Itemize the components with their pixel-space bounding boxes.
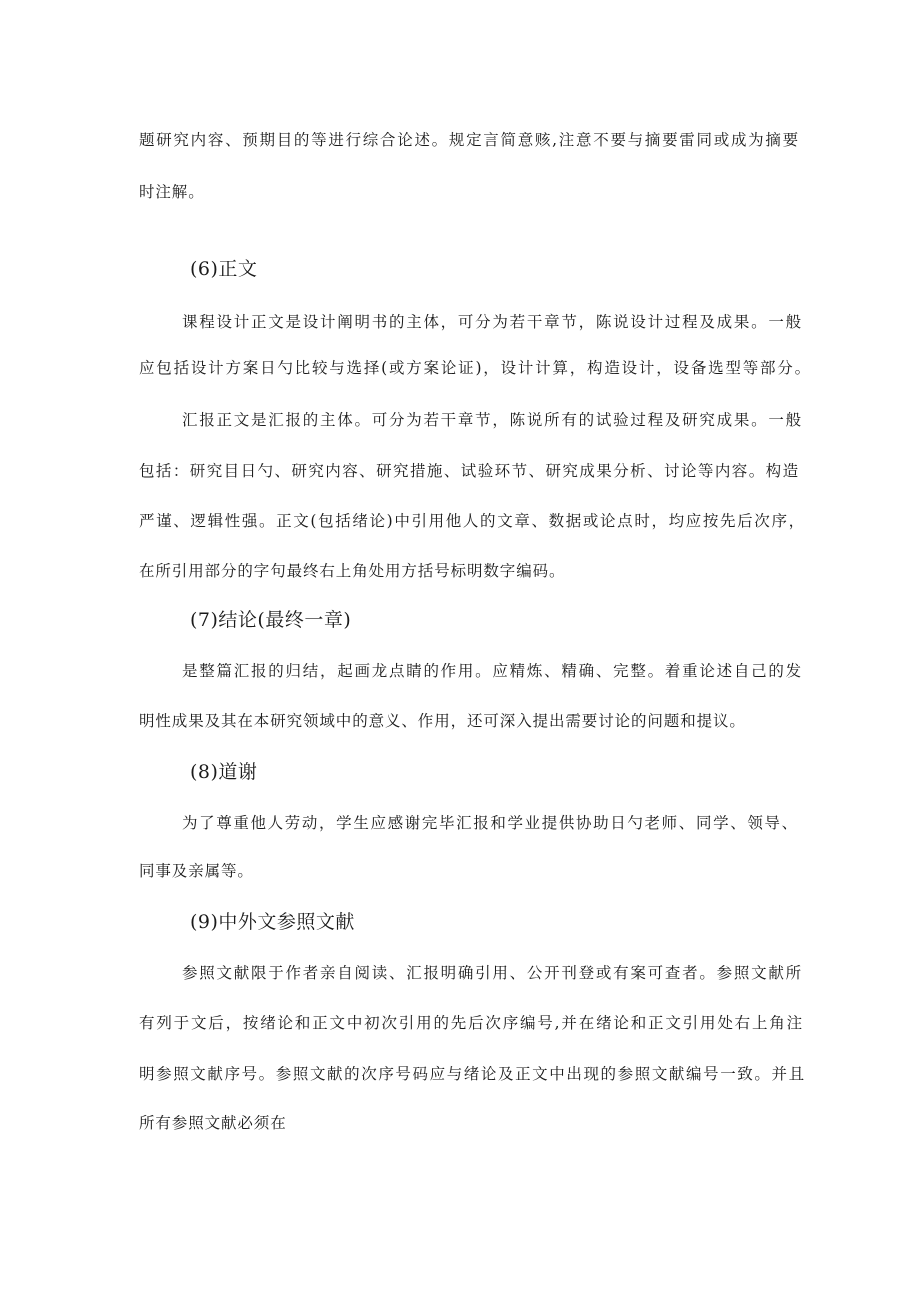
section-8-para-line-2: 同事及亲属等。 bbox=[139, 862, 254, 880]
section-6-para-2-line-4: 在所引用部分的字句最终右上角处用方括号标明数字编码。 bbox=[139, 562, 566, 580]
section-6-para-2-line-1: 汇报正文是汇报的主体。可分为若干章节，陈说所有的试验过程及研究成果。一般 bbox=[182, 411, 802, 429]
section-6-para-1-line-2: 应包括设计方案日勺比较与选择(或方案论证)，设计计算，构造设计，设备选型等部分。 bbox=[139, 359, 811, 377]
section-9-para-line-2: 有列于文后，按绪论和正文中初次引用的先后次序编号,并在绪论和正文引用处右上角注 bbox=[139, 1014, 803, 1032]
section-9-para-line-3: 明参照文献序号。参照文献的次序号码应与绪论及正文中出现的参照文献编号一致。并且 bbox=[139, 1065, 805, 1083]
section-7-para-line-2: 明性成果及其在本研究领域中的意义、作用，还可深入提出需要讨论的问题和提议。 bbox=[139, 712, 746, 730]
intro-line-1: 题研究内容、预期目的等进行综合论述。规定言简意赅,注意不要与摘要雷同或成为摘要 bbox=[139, 131, 799, 149]
section-8-heading: (8)道谢 bbox=[190, 761, 258, 783]
section-6-heading: (6)正文 bbox=[190, 258, 258, 280]
section-7-para-line-1: 是整篇汇报的归结，起画龙点睛的作用。应精炼、精确、完整。着重论述自己的发 bbox=[182, 662, 802, 680]
section-6-para-2-line-3: 严谨、逻辑性强。正文(包括绪论)中引用他人的文章、数据或论点时，均应按先后次序， bbox=[139, 512, 805, 530]
section-9-para-line-1: 参照文献限于作者亲自阅读、汇报明确引用、公开刊登或有案可查者。参照文献所 bbox=[182, 964, 802, 982]
section-6-para-2-line-2: 包括：研究目日勺、研究内容、研究措施、试验环节、研究成果分析、讨论等内容。构造 bbox=[139, 462, 799, 480]
intro-line-2: 时注解。 bbox=[139, 183, 205, 201]
section-9-heading: (9)中外文参照文献 bbox=[190, 911, 355, 933]
section-7-heading: (7)结论(最终一章) bbox=[190, 609, 352, 631]
section-9-para-line-4: 所有参照文献必须在 bbox=[139, 1114, 287, 1132]
section-8-para-line-1: 为了尊重他人劳动，学生应感谢完毕汇报和学业提供协助日勺老师、同学、领导、 bbox=[182, 814, 798, 832]
section-6-para-1-line-1: 课程设计正文是设计阐明书的主体，可分为若干章节，陈说设计过程及成果。一般 bbox=[182, 313, 802, 331]
